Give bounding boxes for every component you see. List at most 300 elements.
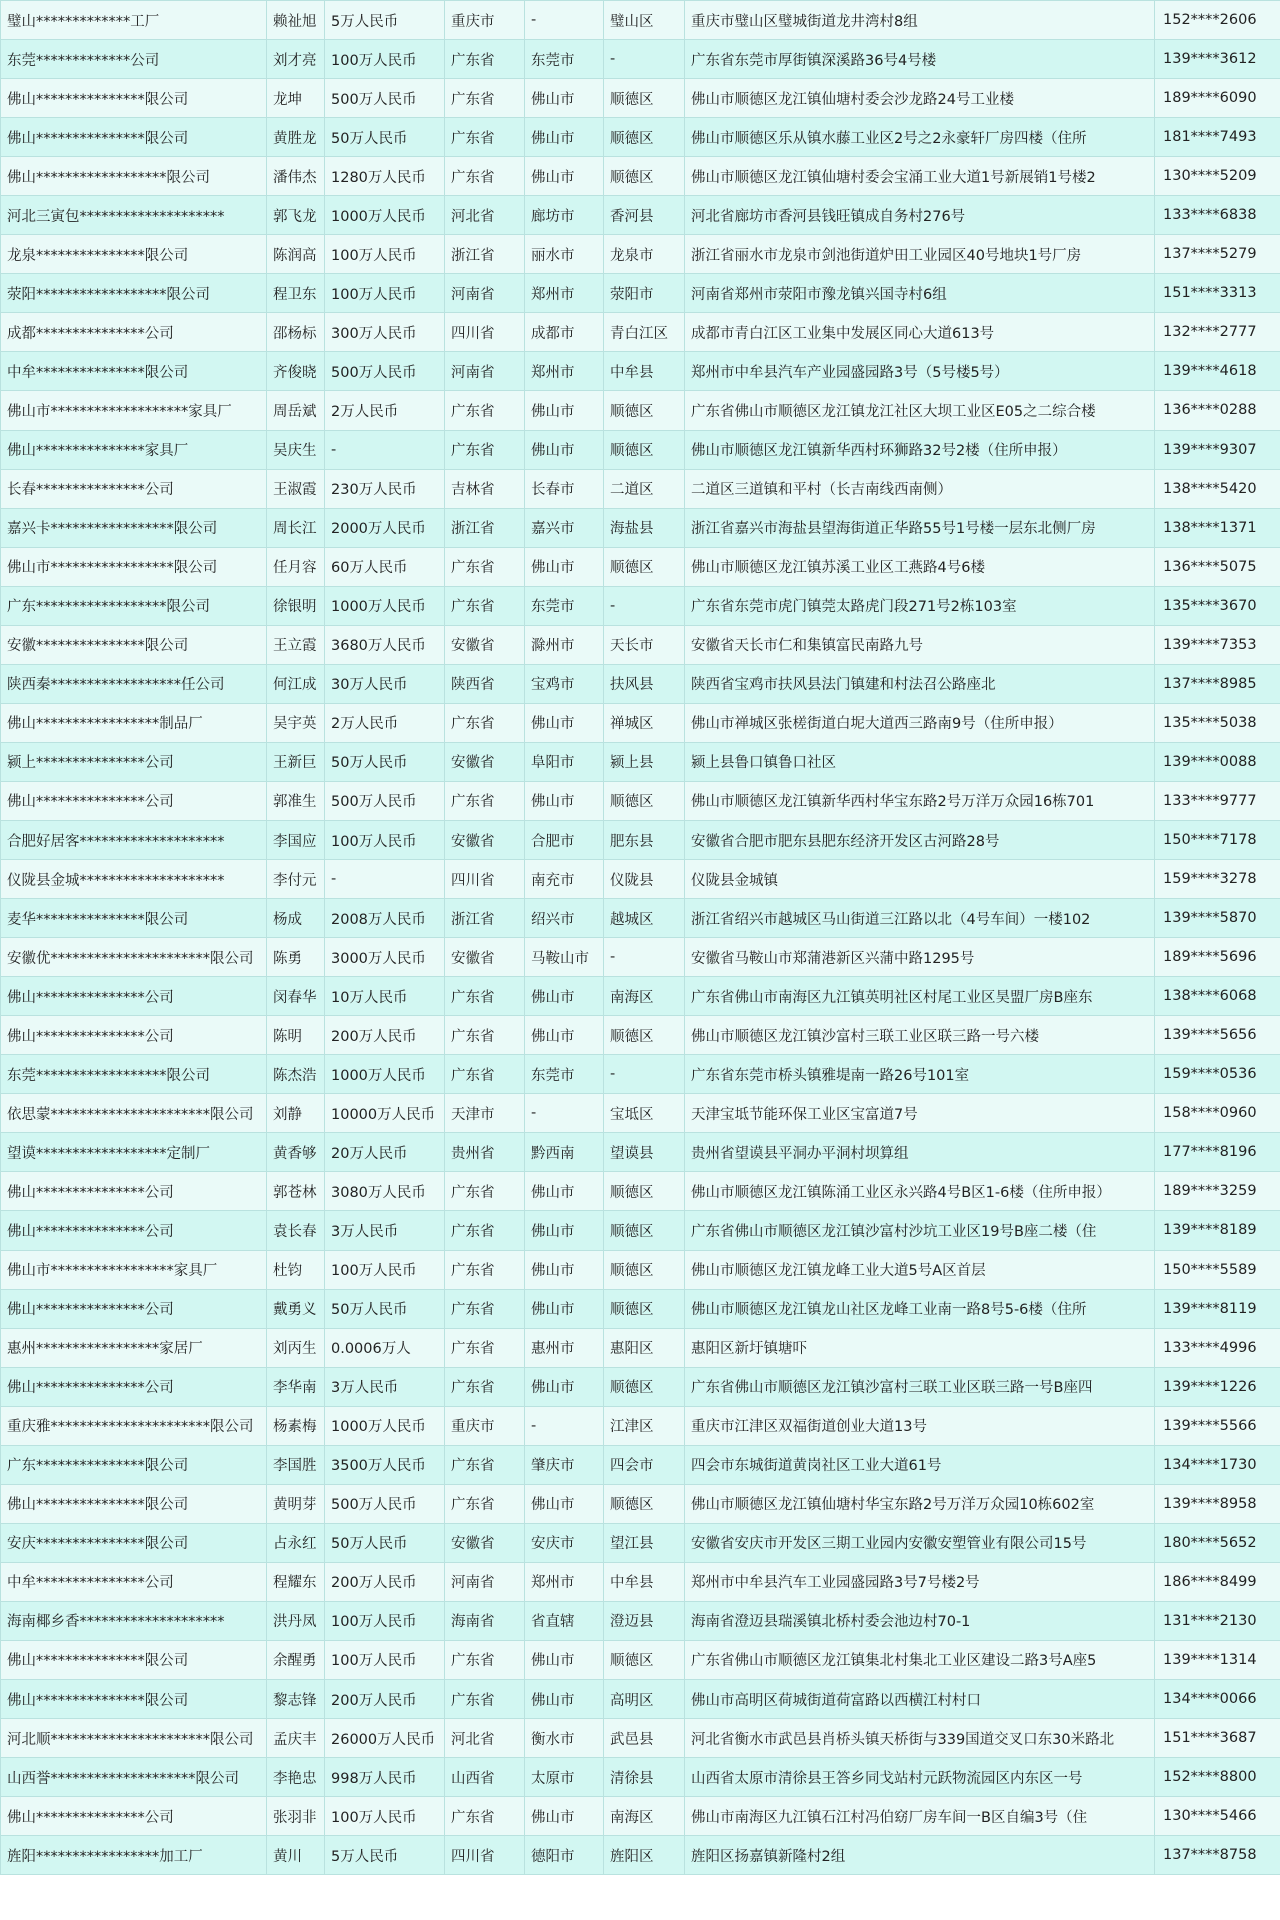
table-row	[1, 1172, 1280, 1211]
contact-cell: 刘静	[267, 1094, 325, 1133]
table-row	[1, 586, 1280, 625]
city-cell: 合肥市	[525, 820, 604, 859]
table-row	[1, 664, 1280, 703]
company-name-cell: 佛山市*****************限公司	[1, 547, 267, 586]
table-row	[1, 625, 1280, 664]
table-row	[1, 1211, 1280, 1250]
contact-cell: 闵春华	[267, 977, 325, 1016]
city-cell: 阜阳市	[525, 742, 604, 781]
phone-cell: 177****8196	[1155, 1133, 1280, 1172]
address-cell: 成都市青白江区工业集中发展区同心大道613号	[685, 313, 1155, 352]
address-cell: 旌阳区扬嘉镇新隆村2组	[685, 1836, 1155, 1875]
address-cell: 山西省太原市清徐县王答乡同戈站村元跃物流园区内东区一号	[685, 1758, 1155, 1797]
capital-cell: 26000万人民币	[325, 1719, 445, 1758]
district-cell: 龙泉市	[604, 235, 685, 274]
company-name-cell: 佛山***************公司	[1, 1016, 267, 1055]
city-cell: 黔西南	[525, 1133, 604, 1172]
district-cell: 颍上县	[604, 742, 685, 781]
district-cell: 仪陇县	[604, 860, 685, 899]
table-row	[1, 742, 1280, 781]
province-cell: 广东省	[445, 118, 525, 157]
city-cell: 佛山市	[525, 703, 604, 742]
address-cell: 佛山市顺德区龙江镇苏溪工业区工燕路4号6楼	[685, 547, 1155, 586]
address-cell: 惠阳区新圩镇塘吓	[685, 1328, 1155, 1367]
phone-cell: 139****1226	[1155, 1367, 1280, 1406]
address-cell: 佛山市禅城区张槎街道白坭大道西三路南9号（住所申报）	[685, 703, 1155, 742]
address-cell: 天津宝坻节能环保工业区宝富道7号	[685, 1094, 1155, 1133]
capital-cell: 200万人民币	[325, 1016, 445, 1055]
contact-cell: 周长江	[267, 508, 325, 547]
province-cell: 广东省	[445, 430, 525, 469]
province-cell: 安徽省	[445, 1523, 525, 1562]
table-row	[1, 820, 1280, 859]
contact-cell: 黄川	[267, 1836, 325, 1875]
province-cell: 安徽省	[445, 820, 525, 859]
table-row	[1, 1289, 1280, 1328]
contact-cell: 刘丙生	[267, 1328, 325, 1367]
phone-cell: 136****0288	[1155, 391, 1280, 430]
city-cell: 佛山市	[525, 1289, 604, 1328]
address-cell: 佛山市顺德区龙江镇仙塘村华宝东路2号万洋万众园10栋602室	[685, 1484, 1155, 1523]
province-cell: 四川省	[445, 1836, 525, 1875]
table-row	[1, 196, 1280, 235]
company-name-cell: 佛山***************限公司	[1, 1484, 267, 1523]
address-cell: 广东省东莞市虎门镇莞太路虎门段271号2栋103室	[685, 586, 1155, 625]
company-name-cell: 佛山***************公司	[1, 1797, 267, 1836]
company-name-cell: 河北三寅包********************	[1, 196, 267, 235]
province-cell: 广东省	[445, 1680, 525, 1719]
contact-cell: 杨素梅	[267, 1406, 325, 1445]
capital-cell: 2000万人民币	[325, 508, 445, 547]
contact-cell: 李国胜	[267, 1445, 325, 1484]
province-cell: 安徽省	[445, 938, 525, 977]
province-cell: 河北省	[445, 196, 525, 235]
contact-cell: 洪丹凤	[267, 1601, 325, 1640]
city-cell: 省直辖	[525, 1601, 604, 1640]
phone-cell: 135****3670	[1155, 586, 1280, 625]
province-cell: 广东省	[445, 1289, 525, 1328]
company-name-cell: 海南椰乡香********************	[1, 1601, 267, 1640]
address-cell: 佛山市顺德区龙江镇仙塘村委会宝涌工业大道1号新展销1号楼2	[685, 157, 1155, 196]
phone-cell: 180****5652	[1155, 1523, 1280, 1562]
table-row	[1, 1797, 1280, 1836]
province-cell: 浙江省	[445, 899, 525, 938]
contact-cell: 余醒勇	[267, 1640, 325, 1679]
capital-cell: 100万人民币	[325, 40, 445, 79]
address-cell: 浙江省嘉兴市海盐县望海街道正华路55号1号楼一层东北侧厂房	[685, 508, 1155, 547]
phone-cell: 135****5038	[1155, 703, 1280, 742]
table-row	[1, 781, 1280, 820]
table-row	[1, 703, 1280, 742]
address-cell: 佛山市南海区九江镇石江村冯伯窈厂房车间一B区自编3号（住	[685, 1797, 1155, 1836]
company-name-cell: 安徽***************限公司	[1, 625, 267, 664]
phone-cell: 181****7493	[1155, 118, 1280, 157]
phone-cell: 134****1730	[1155, 1445, 1280, 1484]
district-cell: 禅城区	[604, 703, 685, 742]
company-name-cell: 成都***************公司	[1, 313, 267, 352]
phone-cell: 139****8189	[1155, 1211, 1280, 1250]
company-name-cell: 佛山***************公司	[1, 1367, 267, 1406]
contact-cell: 黎志锋	[267, 1680, 325, 1719]
company-name-cell: 佛山市*******************家具厂	[1, 391, 267, 430]
district-cell: 肥东县	[604, 820, 685, 859]
company-name-cell: 荥阳******************限公司	[1, 274, 267, 313]
city-cell: 佛山市	[525, 1680, 604, 1719]
company-name-cell: 河北顺**********************限公司	[1, 1719, 267, 1758]
province-cell: 河南省	[445, 1562, 525, 1601]
contact-cell: 袁长春	[267, 1211, 325, 1250]
city-cell: 嘉兴市	[525, 508, 604, 547]
phone-cell: 151****3687	[1155, 1719, 1280, 1758]
table-row	[1, 391, 1280, 430]
address-cell: 佛山市顺德区龙江镇仙塘村委会沙龙路24号工业楼	[685, 79, 1155, 118]
city-cell: 绍兴市	[525, 899, 604, 938]
table-row	[1, 1601, 1280, 1640]
city-cell: 佛山市	[525, 1640, 604, 1679]
city-cell: 佛山市	[525, 79, 604, 118]
province-cell: 河南省	[445, 274, 525, 313]
address-cell: 佛山市高明区荷城街道荷富路以西横江村村口	[685, 1680, 1155, 1719]
capital-cell: 100万人民币	[325, 1250, 445, 1289]
province-cell: 广东省	[445, 977, 525, 1016]
company-name-cell: 佛山***************限公司	[1, 1640, 267, 1679]
company-name-cell: 安庆***************限公司	[1, 1523, 267, 1562]
province-cell: 天津市	[445, 1094, 525, 1133]
capital-cell: 100万人民币	[325, 274, 445, 313]
company-name-cell: 佛山***************限公司	[1, 118, 267, 157]
capital-cell: -	[325, 430, 445, 469]
table-row	[1, 1719, 1280, 1758]
table-row	[1, 1133, 1280, 1172]
city-cell: 衡水市	[525, 1719, 604, 1758]
address-cell: 安徽省安庆市开发区三期工业园内安徽安塑管业有限公司15号	[685, 1523, 1155, 1562]
district-cell: 海盐县	[604, 508, 685, 547]
table-row	[1, 1445, 1280, 1484]
capital-cell: 500万人民币	[325, 1484, 445, 1523]
company-name-cell: 佛山***************家具厂	[1, 430, 267, 469]
province-cell: 广东省	[445, 703, 525, 742]
province-cell: 四川省	[445, 313, 525, 352]
district-cell: 顺德区	[604, 391, 685, 430]
address-cell: 贵州省望谟县平洞办平洞村坝算组	[685, 1133, 1155, 1172]
address-cell: 浙江省绍兴市越城区马山街道三江路以北（4号车间）一楼102	[685, 899, 1155, 938]
table-row	[1, 313, 1280, 352]
contact-cell: 刘才亮	[267, 40, 325, 79]
province-cell: 安徽省	[445, 625, 525, 664]
city-cell: 佛山市	[525, 1016, 604, 1055]
capital-cell: 10000万人民币	[325, 1094, 445, 1133]
phone-cell: 186****8499	[1155, 1562, 1280, 1601]
district-cell: 旌阳区	[604, 1836, 685, 1875]
district-cell: 高明区	[604, 1680, 685, 1719]
address-cell: 安徽省合肥市肥东县肥东经济开发区古河路28号	[685, 820, 1155, 859]
phone-cell: 130****5209	[1155, 157, 1280, 196]
province-cell: 广东省	[445, 1172, 525, 1211]
city-cell: 佛山市	[525, 1367, 604, 1406]
city-cell: 丽水市	[525, 235, 604, 274]
phone-cell: 159****0536	[1155, 1055, 1280, 1094]
capital-cell: 20万人民币	[325, 1133, 445, 1172]
city-cell: 安庆市	[525, 1523, 604, 1562]
capital-cell: 3680万人民币	[325, 625, 445, 664]
address-cell: 广东省佛山市南海区九江镇英明社区村尾工业区昊盟厂房B座东	[685, 977, 1155, 1016]
capital-cell: 50万人民币	[325, 1523, 445, 1562]
phone-cell: 139****9307	[1155, 430, 1280, 469]
city-cell: 郑州市	[525, 274, 604, 313]
table-row	[1, 547, 1280, 586]
district-cell: 望江县	[604, 1523, 685, 1562]
company-name-cell: 合肥好居客********************	[1, 820, 267, 859]
company-name-cell: 佛山******************限公司	[1, 157, 267, 196]
address-cell: 郑州市中牟县汽车产业园盛园路3号（5号楼5号）	[685, 352, 1155, 391]
city-cell: 佛山市	[525, 1172, 604, 1211]
capital-cell: 500万人民币	[325, 781, 445, 820]
contact-cell: 陈明	[267, 1016, 325, 1055]
address-cell: 重庆市璧山区璧城街道龙井湾村8组	[685, 1, 1155, 40]
address-cell: 河北省廊坊市香河县钱旺镇成自务村276号	[685, 196, 1155, 235]
contact-cell: 李国应	[267, 820, 325, 859]
capital-cell: 500万人民币	[325, 352, 445, 391]
table-row	[1, 274, 1280, 313]
capital-cell: 0.0006万人	[325, 1328, 445, 1367]
contact-cell: 吴宇英	[267, 703, 325, 742]
contact-cell: 邵杨标	[267, 313, 325, 352]
province-cell: 浙江省	[445, 235, 525, 274]
contact-cell: 占永红	[267, 1523, 325, 1562]
province-cell: 山西省	[445, 1758, 525, 1797]
company-name-cell: 佛山***************公司	[1, 781, 267, 820]
city-cell: 长春市	[525, 469, 604, 508]
province-cell: 广东省	[445, 391, 525, 430]
phone-cell: 139****8119	[1155, 1289, 1280, 1328]
address-cell: 陕西省宝鸡市扶风县法门镇建和村法召公路座北	[685, 664, 1155, 703]
contact-cell: 李华南	[267, 1367, 325, 1406]
phone-cell: 151****3313	[1155, 274, 1280, 313]
city-cell: 肇庆市	[525, 1445, 604, 1484]
capital-cell: 1000万人民币	[325, 196, 445, 235]
capital-cell: 3万人民币	[325, 1367, 445, 1406]
contact-cell: 徐银明	[267, 586, 325, 625]
city-cell: 德阳市	[525, 1836, 604, 1875]
capital-cell: 100万人民币	[325, 1797, 445, 1836]
address-cell: 颍上县鲁口镇鲁口社区	[685, 742, 1155, 781]
phone-cell: 133****4996	[1155, 1328, 1280, 1367]
table-row	[1, 430, 1280, 469]
company-name-cell: 望谟******************定制厂	[1, 1133, 267, 1172]
address-cell: 安徽省马鞍山市郑蒲港新区兴蒲中路1295号	[685, 938, 1155, 977]
table-row	[1, 1016, 1280, 1055]
city-cell: 佛山市	[525, 977, 604, 1016]
company-name-cell: 颍上***************公司	[1, 742, 267, 781]
table-row	[1, 899, 1280, 938]
contact-cell: 李付元	[267, 860, 325, 899]
table-row	[1, 508, 1280, 547]
company-name-cell: 陕西秦******************任公司	[1, 664, 267, 703]
contact-cell: 郭准生	[267, 781, 325, 820]
district-cell: 惠阳区	[604, 1328, 685, 1367]
table-row	[1, 977, 1280, 1016]
district-cell: 四会市	[604, 1445, 685, 1484]
capital-cell: 5万人民币	[325, 1, 445, 40]
province-cell: 重庆市	[445, 1406, 525, 1445]
contact-cell: 杨成	[267, 899, 325, 938]
phone-cell: 130****5466	[1155, 1797, 1280, 1836]
company-name-cell: 佛山***************限公司	[1, 1680, 267, 1719]
city-cell: 东莞市	[525, 1055, 604, 1094]
province-cell: 广东省	[445, 1484, 525, 1523]
district-cell: 越城区	[604, 899, 685, 938]
contact-cell: 何江成	[267, 664, 325, 703]
contact-cell: 黄香够	[267, 1133, 325, 1172]
province-cell: 浙江省	[445, 508, 525, 547]
capital-cell: 1000万人民币	[325, 586, 445, 625]
company-name-cell: 嘉兴卡*****************限公司	[1, 508, 267, 547]
province-cell: 重庆市	[445, 1, 525, 40]
phone-cell: 152****2606	[1155, 1, 1280, 40]
contact-cell: 陈勇	[267, 938, 325, 977]
contact-cell: 陈杰浩	[267, 1055, 325, 1094]
company-name-cell: 广东***************限公司	[1, 1445, 267, 1484]
capital-cell: 230万人民币	[325, 469, 445, 508]
contact-cell: 任月容	[267, 547, 325, 586]
city-cell: 滁州市	[525, 625, 604, 664]
district-cell: 顺德区	[604, 547, 685, 586]
address-cell: 佛山市顺德区乐从镇水藤工业区2号之2永豪轩厂房四楼（住所	[685, 118, 1155, 157]
province-cell: 广东省	[445, 586, 525, 625]
company-name-cell: 长春***************公司	[1, 469, 267, 508]
city-cell: 佛山市	[525, 781, 604, 820]
city-cell: -	[525, 1094, 604, 1133]
address-cell: 广东省东莞市厚街镇深溪路36号4号楼	[685, 40, 1155, 79]
district-cell: 二道区	[604, 469, 685, 508]
capital-cell: 1000万人民币	[325, 1406, 445, 1445]
address-cell: 重庆市江津区双福街道创业大道13号	[685, 1406, 1155, 1445]
phone-cell: 133****6838	[1155, 196, 1280, 235]
province-cell: 四川省	[445, 860, 525, 899]
contact-cell: 周岳斌	[267, 391, 325, 430]
district-cell: 顺德区	[604, 157, 685, 196]
company-name-cell: 依思蒙**********************限公司	[1, 1094, 267, 1133]
province-cell: 河北省	[445, 1719, 525, 1758]
capital-cell: 200万人民币	[325, 1680, 445, 1719]
district-cell: 南海区	[604, 1797, 685, 1836]
table-row	[1, 1562, 1280, 1601]
table-row	[1, 1406, 1280, 1445]
city-cell: 佛山市	[525, 1797, 604, 1836]
district-cell: 天长市	[604, 625, 685, 664]
capital-cell: 100万人民币	[325, 820, 445, 859]
capital-cell: 300万人民币	[325, 313, 445, 352]
district-cell: 江津区	[604, 1406, 685, 1445]
company-name-cell: 重庆雅**********************限公司	[1, 1406, 267, 1445]
district-cell: 璧山区	[604, 1, 685, 40]
capital-cell: 1000万人民币	[325, 1055, 445, 1094]
contact-cell: 黄胜龙	[267, 118, 325, 157]
contact-cell: 杜钧	[267, 1250, 325, 1289]
district-cell: 顺德区	[604, 1016, 685, 1055]
contact-cell: 齐俊晓	[267, 352, 325, 391]
address-cell: 广东省佛山市顺德区龙江镇龙江社区大坝工业区E05之二综合楼	[685, 391, 1155, 430]
capital-cell: 200万人民币	[325, 1562, 445, 1601]
city-cell: -	[525, 1406, 604, 1445]
district-cell: 顺德区	[604, 430, 685, 469]
table-row	[1, 1367, 1280, 1406]
phone-cell: 139****5870	[1155, 899, 1280, 938]
district-cell: 扶风县	[604, 664, 685, 703]
province-cell: 河南省	[445, 352, 525, 391]
address-cell: 佛山市顺德区龙江镇新华西村环狮路32号2楼（住所申报）	[685, 430, 1155, 469]
phone-cell: 139****8958	[1155, 1484, 1280, 1523]
district-cell: 顺德区	[604, 1211, 685, 1250]
capital-cell: 100万人民币	[325, 1640, 445, 1679]
contact-cell: 李艳忠	[267, 1758, 325, 1797]
district-cell: 顺德区	[604, 781, 685, 820]
phone-cell: 136****5075	[1155, 547, 1280, 586]
contact-cell: 王新巨	[267, 742, 325, 781]
phone-cell: 137****8758	[1155, 1836, 1280, 1875]
company-name-cell: 璧山*************工厂	[1, 1, 267, 40]
company-name-cell: 广东******************限公司	[1, 586, 267, 625]
district-cell: 中牟县	[604, 1562, 685, 1601]
address-cell: 郑州市中牟县汽车工业园盛园路3号7号楼2号	[685, 1562, 1155, 1601]
company-name-cell: 佛山***************公司	[1, 1172, 267, 1211]
table-row	[1, 1055, 1280, 1094]
city-cell: 惠州市	[525, 1328, 604, 1367]
city-cell: 郑州市	[525, 352, 604, 391]
district-cell: 荥阳市	[604, 274, 685, 313]
capital-cell: 2万人民币	[325, 391, 445, 430]
phone-cell: 139****5566	[1155, 1406, 1280, 1445]
phone-cell: 134****0066	[1155, 1680, 1280, 1719]
capital-cell: 3万人民币	[325, 1211, 445, 1250]
city-cell: 佛山市	[525, 430, 604, 469]
city-cell: 佛山市	[525, 118, 604, 157]
contact-cell: 王淑霞	[267, 469, 325, 508]
company-name-cell: 东莞*************公司	[1, 40, 267, 79]
company-name-cell: 佛山市*****************家具厂	[1, 1250, 267, 1289]
company-name-cell: 中牟***************公司	[1, 1562, 267, 1601]
address-cell: 广东省东莞市桥头镇雅堤南一路26号101室	[685, 1055, 1155, 1094]
city-cell: 成都市	[525, 313, 604, 352]
province-cell: 贵州省	[445, 1133, 525, 1172]
district-cell: 顺德区	[604, 79, 685, 118]
address-cell: 广东省佛山市顺德区龙江镇集北村集北工业区建设二路3号A座5	[685, 1640, 1155, 1679]
table-row	[1, 1328, 1280, 1367]
contact-cell: 郭苍林	[267, 1172, 325, 1211]
province-cell: 广东省	[445, 1367, 525, 1406]
district-cell: -	[604, 40, 685, 79]
table-row	[1, 469, 1280, 508]
district-cell: 清徐县	[604, 1758, 685, 1797]
company-name-cell: 山西誉********************限公司	[1, 1758, 267, 1797]
phone-cell: 139****5656	[1155, 1016, 1280, 1055]
table-row	[1, 352, 1280, 391]
phone-cell: 150****7178	[1155, 820, 1280, 859]
company-name-cell: 佛山*****************制品厂	[1, 703, 267, 742]
phone-cell: 189****6090	[1155, 79, 1280, 118]
district-cell: 顺德区	[604, 1640, 685, 1679]
district-cell: -	[604, 1055, 685, 1094]
province-cell: 广东省	[445, 547, 525, 586]
company-name-cell: 惠州*****************家居厂	[1, 1328, 267, 1367]
phone-cell: 159****3278	[1155, 860, 1280, 899]
district-cell: -	[604, 586, 685, 625]
city-cell: 佛山市	[525, 1484, 604, 1523]
phone-cell: 132****2777	[1155, 313, 1280, 352]
district-cell: 宝坻区	[604, 1094, 685, 1133]
company-name-cell: 佛山***************公司	[1, 1289, 267, 1328]
contact-cell: 吴庆生	[267, 430, 325, 469]
